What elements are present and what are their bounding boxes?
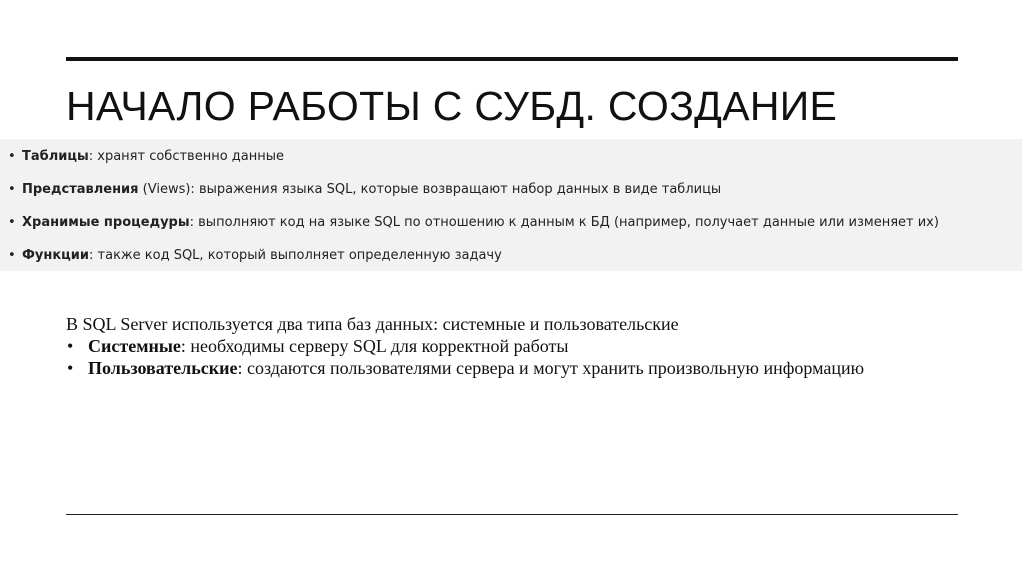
title-top-rule	[66, 57, 958, 61]
list-item-term: Системные	[88, 336, 181, 356]
list-item-description: : создаются пользователями сервера и могут хранить произвольную информацию	[237, 358, 865, 378]
bullet-icon: •	[67, 358, 74, 378]
footer-rule	[66, 514, 958, 515]
list-item-views	[8, 181, 1018, 214]
database-objects-list	[8, 148, 1018, 280]
database-types-list	[66, 335, 926, 379]
list-item-description: (Views): выражения языка SQL, которые возвращают набор данных в виде таблицы	[138, 182, 722, 197]
bullet-icon: •	[8, 215, 16, 230]
slide-title: НАЧАЛО РАБОТЫ С СУБД. СОЗДАНИЕ	[66, 83, 838, 129]
list-item-term: Хранимые процедуры	[22, 215, 190, 230]
bullet-icon: •	[8, 149, 16, 164]
list-item-tables	[8, 148, 1018, 181]
list-item-description: : выполняют код на языке SQL по отношению к данным к БД (например, получает данные или изменяет их)	[189, 215, 939, 230]
list-item-description: : необходимы серверу SQL для корректной работы	[180, 336, 569, 356]
list-item-description: : хранят собственно данные	[88, 149, 284, 164]
list-item-functions	[8, 247, 1018, 280]
list-item-stored-procedures	[8, 214, 1018, 247]
list-item-user-databases	[66, 357, 926, 379]
list-item-term: Функции	[22, 248, 90, 263]
bullet-icon: •	[67, 336, 74, 356]
database-objects-panel	[0, 139, 1022, 271]
list-item-system-databases	[66, 335, 926, 357]
bullet-icon: •	[8, 182, 16, 197]
list-item-term: Пользовательские	[88, 358, 238, 378]
list-item-term: Представления	[22, 182, 139, 197]
list-item-term: Таблицы	[22, 149, 89, 164]
list-item-description: : также код SQL, который выполняет определенную задачу	[89, 248, 502, 263]
bullet-icon: •	[8, 248, 16, 263]
intro-paragraph: В SQL Server используется два типа баз данных: системные и пользовательские	[66, 314, 679, 334]
database-types-section	[66, 313, 926, 379]
